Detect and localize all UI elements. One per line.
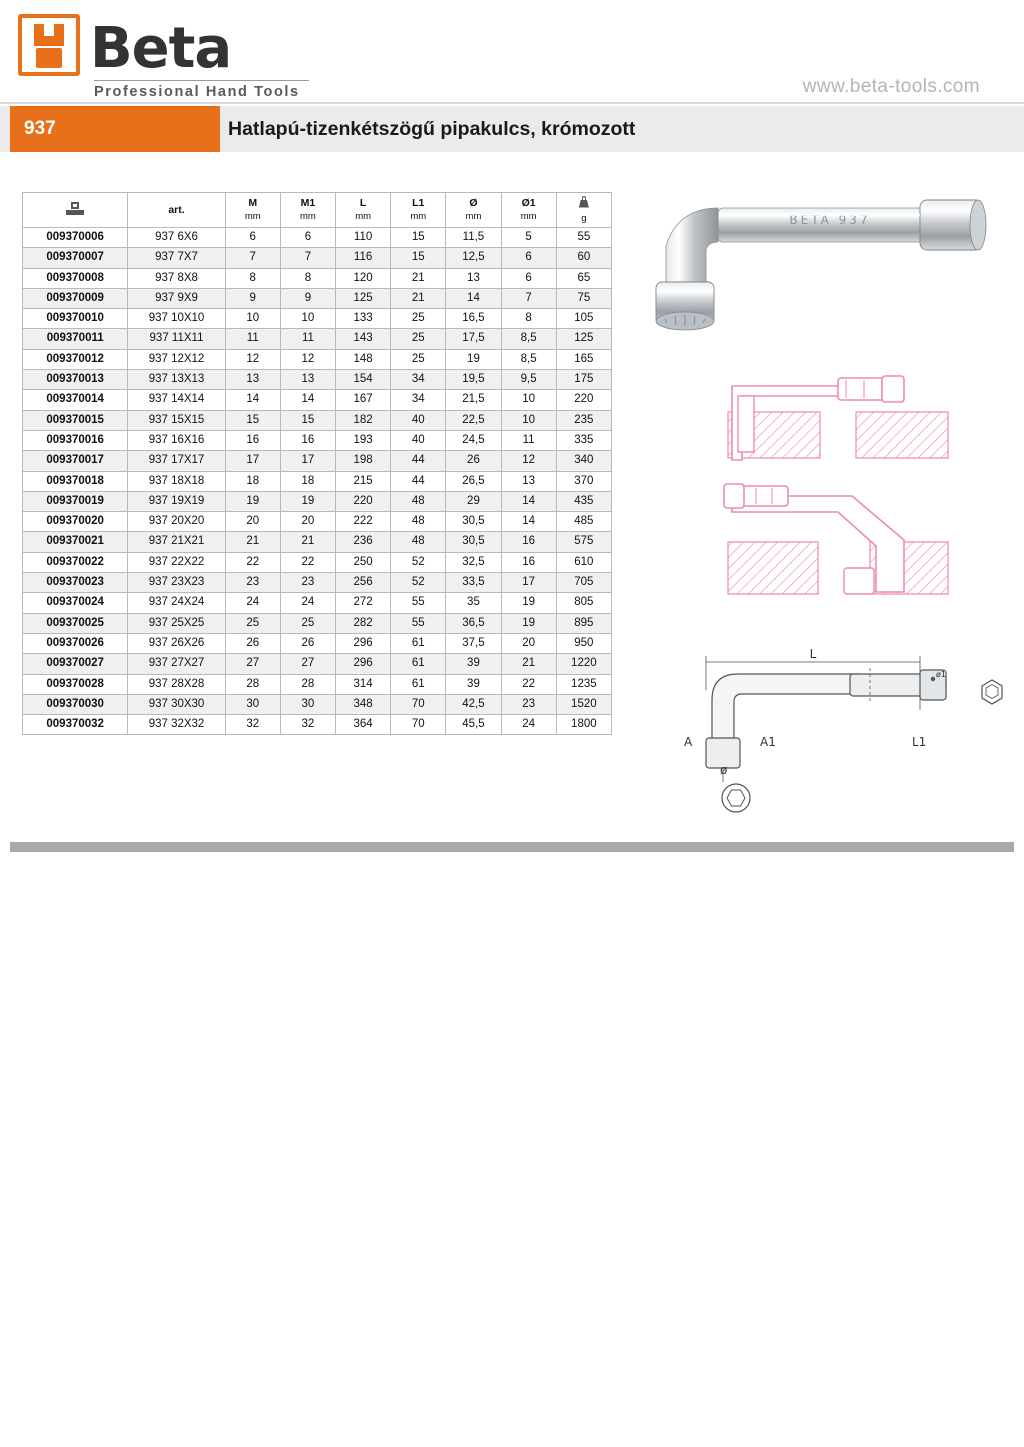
- table-cell: 14: [501, 512, 556, 532]
- table-cell: 25: [225, 613, 280, 633]
- table-cell: 937 6X6: [128, 228, 225, 248]
- table-cell: 60: [556, 248, 611, 268]
- table-cell: 9: [280, 288, 335, 308]
- table-cell: 13: [501, 471, 556, 491]
- dimension-label-A1: A1: [760, 735, 776, 749]
- table-cell: 29: [446, 491, 501, 511]
- table-cell: 009370009: [23, 288, 128, 308]
- table-cell: 575: [556, 532, 611, 552]
- table-cell: 009370016: [23, 430, 128, 450]
- title-band: [0, 106, 1024, 152]
- table-row: [23, 268, 612, 288]
- table-row: [23, 552, 612, 572]
- table-cell: 11,5: [446, 228, 501, 248]
- table-cell: 193: [336, 430, 391, 450]
- table-cell: 10: [280, 309, 335, 329]
- product-icon: [64, 202, 86, 215]
- table-cell: 937 16X16: [128, 430, 225, 450]
- table-cell: 44: [391, 471, 446, 491]
- table-cell: 805: [556, 593, 611, 613]
- table-row: [23, 573, 612, 593]
- table-cell: 236: [336, 532, 391, 552]
- table-cell: 937 26X26: [128, 633, 225, 653]
- table-cell: 13: [225, 370, 280, 390]
- table-cell: 937 27X27: [128, 654, 225, 674]
- table-cell: 1520: [556, 694, 611, 714]
- logo-glyph-top: [34, 24, 64, 46]
- table-cell: 40: [391, 410, 446, 430]
- table-row: [23, 715, 612, 735]
- table-cell: 24: [501, 715, 556, 735]
- table-cell: 009370006: [23, 228, 128, 248]
- table-cell: 235: [556, 410, 611, 430]
- table-cell: 27: [225, 654, 280, 674]
- table-cell: 296: [336, 654, 391, 674]
- brand-tagline: Professional Hand Tools: [94, 80, 309, 100]
- table-cell: 937 9X9: [128, 288, 225, 308]
- table-cell: 25: [391, 349, 446, 369]
- table-cell: 937 13X13: [128, 370, 225, 390]
- table-cell: 16: [501, 552, 556, 572]
- table-cell: 12,5: [446, 248, 501, 268]
- page-header: [0, 0, 1024, 104]
- table-cell: 19: [501, 613, 556, 633]
- table-row: [23, 674, 612, 694]
- table-cell: 16: [280, 430, 335, 450]
- dimension-label-A: A: [684, 735, 693, 749]
- table-cell: 5: [501, 228, 556, 248]
- table-cell: 009370032: [23, 715, 128, 735]
- table-cell: 009370020: [23, 512, 128, 532]
- header-diameter: Ø mm: [446, 193, 501, 228]
- table-row: [23, 593, 612, 613]
- table-cell: 7: [501, 288, 556, 308]
- table-cell: 9,5: [501, 370, 556, 390]
- table-cell: 10: [501, 390, 556, 410]
- table-cell: 282: [336, 613, 391, 633]
- table-cell: 8: [501, 309, 556, 329]
- table-cell: 110: [336, 228, 391, 248]
- table-cell: 937 11X11: [128, 329, 225, 349]
- table-cell: 937 14X14: [128, 390, 225, 410]
- table-cell: 19: [501, 593, 556, 613]
- table-row: [23, 288, 612, 308]
- table-cell: 198: [336, 451, 391, 471]
- table-cell: 937 19X19: [128, 491, 225, 511]
- brand-name: Beta: [90, 16, 232, 81]
- table-cell: 009370010: [23, 309, 128, 329]
- table-cell: 17: [280, 451, 335, 471]
- logo-glyph-bottom: [36, 48, 62, 68]
- table-body: [23, 228, 612, 735]
- table-cell: 7: [280, 248, 335, 268]
- table-cell: 937 25X25: [128, 613, 225, 633]
- table-cell: 11: [501, 430, 556, 450]
- table-cell: 009370022: [23, 552, 128, 572]
- table-cell: 937 17X17: [128, 451, 225, 471]
- table-cell: 16: [501, 532, 556, 552]
- table-cell: 009370014: [23, 390, 128, 410]
- table-cell: 28: [225, 674, 280, 694]
- table-cell: 009370011: [23, 329, 128, 349]
- table-cell: 105: [556, 309, 611, 329]
- table-cell: 335: [556, 430, 611, 450]
- table-cell: 009370027: [23, 654, 128, 674]
- usage-diagram-straight: [724, 484, 948, 594]
- table-cell: 37,5: [446, 633, 501, 653]
- table-cell: 32: [225, 715, 280, 735]
- table-cell: 165: [556, 349, 611, 369]
- table-cell: 20: [225, 512, 280, 532]
- table-row: [23, 430, 612, 450]
- table-cell: 19,5: [446, 370, 501, 390]
- table-cell: 14: [501, 491, 556, 511]
- table-cell: 42,5: [446, 694, 501, 714]
- table-cell: 26: [446, 451, 501, 471]
- table-row: [23, 248, 612, 268]
- table-row: [23, 451, 612, 471]
- table-cell: 6: [501, 248, 556, 268]
- table-cell: 009370026: [23, 633, 128, 653]
- photo-engraving: BETA 937: [789, 213, 871, 227]
- table-cell: 15: [391, 248, 446, 268]
- table-cell: 950: [556, 633, 611, 653]
- table-cell: 120: [336, 268, 391, 288]
- table-cell: 21: [501, 654, 556, 674]
- dimension-label-L: L: [809, 647, 817, 661]
- table-cell: 26,5: [446, 471, 501, 491]
- table-cell: 21: [225, 532, 280, 552]
- table-cell: 1220: [556, 654, 611, 674]
- table-row: [23, 471, 612, 491]
- table-cell: 30: [225, 694, 280, 714]
- table-cell: 13: [280, 370, 335, 390]
- table-cell: 167: [336, 390, 391, 410]
- table-row: [23, 390, 612, 410]
- table-cell: 220: [336, 491, 391, 511]
- table-cell: 52: [391, 552, 446, 572]
- table-cell: 6: [280, 228, 335, 248]
- table-row: [23, 491, 612, 511]
- brand-logo: [18, 14, 318, 100]
- table-cell: 937 12X12: [128, 349, 225, 369]
- header-diameter1: Ø1 mm: [501, 193, 556, 228]
- table-cell: 26: [225, 633, 280, 653]
- spec-table-wrapper: [22, 192, 612, 735]
- table-cell: 55: [391, 613, 446, 633]
- table-cell: 296: [336, 633, 391, 653]
- table-cell: 61: [391, 674, 446, 694]
- table-cell: 22,5: [446, 410, 501, 430]
- table-cell: 9: [225, 288, 280, 308]
- table-cell: 28: [280, 674, 335, 694]
- table-cell: 23: [225, 573, 280, 593]
- table-cell: 8: [225, 268, 280, 288]
- table-cell: 009370007: [23, 248, 128, 268]
- table-cell: 65: [556, 268, 611, 288]
- table-cell: 370: [556, 471, 611, 491]
- table-cell: 937 30X30: [128, 694, 225, 714]
- table-cell: 55: [391, 593, 446, 613]
- table-cell: 44: [391, 451, 446, 471]
- table-cell: 009370015: [23, 410, 128, 430]
- table-cell: 22: [225, 552, 280, 572]
- table-cell: 45,5: [446, 715, 501, 735]
- table-cell: 895: [556, 613, 611, 633]
- table-cell: 937 7X7: [128, 248, 225, 268]
- table-cell: 12: [225, 349, 280, 369]
- table-cell: 27: [280, 654, 335, 674]
- table-cell: 30: [280, 694, 335, 714]
- table-row: [23, 370, 612, 390]
- table-cell: 25: [280, 613, 335, 633]
- table-cell: 21: [391, 288, 446, 308]
- table-row: [23, 512, 612, 532]
- table-cell: 937 23X23: [128, 573, 225, 593]
- table-cell: 6: [225, 228, 280, 248]
- table-cell: 009370012: [23, 349, 128, 369]
- table-row: [23, 532, 612, 552]
- page-title: Hatlapú-tizenkétszögű pipakulcs, krómozott: [228, 117, 636, 140]
- table-cell: 009370030: [23, 694, 128, 714]
- table-cell: 222: [336, 512, 391, 532]
- table-cell: 32,5: [446, 552, 501, 572]
- header-m1: M1 mm: [280, 193, 335, 228]
- table-row: [23, 329, 612, 349]
- table-cell: 272: [336, 593, 391, 613]
- table-cell: 8: [280, 268, 335, 288]
- table-cell: 25: [391, 309, 446, 329]
- table-cell: 125: [556, 329, 611, 349]
- table-cell: 21: [391, 268, 446, 288]
- table-cell: 55: [556, 228, 611, 248]
- dimension-drawing: [684, 647, 1002, 812]
- table-cell: 23: [501, 694, 556, 714]
- table-cell: 364: [336, 715, 391, 735]
- table-cell: 7: [225, 248, 280, 268]
- table-cell: 52: [391, 573, 446, 593]
- usage-diagram-angled: [728, 376, 948, 460]
- illustration-svg: [620, 190, 1010, 830]
- table-cell: 10: [501, 410, 556, 430]
- table-cell: 937 15X15: [128, 410, 225, 430]
- dimension-label-L1: L1: [912, 735, 927, 749]
- table-row: [23, 309, 612, 329]
- table-cell: 220: [556, 390, 611, 410]
- table-cell: 40: [391, 430, 446, 450]
- header-l1: L1 mm: [391, 193, 446, 228]
- table-cell: 348: [336, 694, 391, 714]
- table-cell: 32: [280, 715, 335, 735]
- table-cell: 009370024: [23, 593, 128, 613]
- table-cell: 19: [446, 349, 501, 369]
- table-cell: 8,5: [501, 329, 556, 349]
- table-cell: 22: [280, 552, 335, 572]
- table-cell: 133: [336, 309, 391, 329]
- table-cell: 8,5: [501, 349, 556, 369]
- table-cell: 009370008: [23, 268, 128, 288]
- table-row: [23, 633, 612, 653]
- table-cell: 009370023: [23, 573, 128, 593]
- header-m: M mm: [225, 193, 280, 228]
- illustration-panel: [620, 190, 1010, 830]
- table-cell: 705: [556, 573, 611, 593]
- table-row: [23, 410, 612, 430]
- product-photo: [656, 200, 986, 330]
- table-cell: 25: [391, 329, 446, 349]
- table-cell: 15: [280, 410, 335, 430]
- table-cell: 610: [556, 552, 611, 572]
- table-cell: 70: [391, 694, 446, 714]
- table-cell: 937 18X18: [128, 471, 225, 491]
- table-cell: 39: [446, 674, 501, 694]
- table-cell: 24: [225, 593, 280, 613]
- table-cell: 36,5: [446, 613, 501, 633]
- table-cell: 009370021: [23, 532, 128, 552]
- product-code-badge: 937: [10, 106, 220, 152]
- website-url: www.beta-tools.com: [802, 76, 980, 97]
- table-cell: 20: [501, 633, 556, 653]
- table-cell: 143: [336, 329, 391, 349]
- table-cell: 21: [280, 532, 335, 552]
- table-cell: 22: [501, 674, 556, 694]
- table-cell: 009370013: [23, 370, 128, 390]
- table-cell: 009370028: [23, 674, 128, 694]
- table-cell: 215: [336, 471, 391, 491]
- table-cell: 19: [225, 491, 280, 511]
- header-product-icon: [23, 193, 128, 228]
- table-cell: 14: [280, 390, 335, 410]
- table-cell: 250: [336, 552, 391, 572]
- table-cell: 24: [280, 593, 335, 613]
- table-cell: 30,5: [446, 532, 501, 552]
- table-cell: 15: [391, 228, 446, 248]
- table-cell: 12: [501, 451, 556, 471]
- table-cell: 11: [225, 329, 280, 349]
- table-cell: 937 32X32: [128, 715, 225, 735]
- svg-text:ø1: ø1: [936, 670, 946, 679]
- table-cell: 21,5: [446, 390, 501, 410]
- table-cell: 009370019: [23, 491, 128, 511]
- header-art: art.: [128, 193, 225, 228]
- table-cell: 20: [280, 512, 335, 532]
- table-cell: 12: [280, 349, 335, 369]
- table-cell: 009370018: [23, 471, 128, 491]
- header-weight: g: [556, 193, 611, 228]
- table-cell: 485: [556, 512, 611, 532]
- table-cell: 61: [391, 654, 446, 674]
- beta-logo-icon: [18, 14, 80, 76]
- table-cell: 435: [556, 491, 611, 511]
- table-cell: 70: [391, 715, 446, 735]
- table-cell: 24,5: [446, 430, 501, 450]
- table-row: [23, 654, 612, 674]
- table-cell: 17: [501, 573, 556, 593]
- table-cell: 937 20X20: [128, 512, 225, 532]
- table-cell: 16,5: [446, 309, 501, 329]
- table-header-row: [23, 193, 612, 228]
- table-cell: 314: [336, 674, 391, 694]
- table-row: [23, 349, 612, 369]
- dimension-label-diameter: ø: [720, 763, 728, 777]
- table-cell: 48: [391, 491, 446, 511]
- table-cell: 14: [225, 390, 280, 410]
- table-cell: 17,5: [446, 329, 501, 349]
- table-cell: 937 22X22: [128, 552, 225, 572]
- table-cell: 16: [225, 430, 280, 450]
- table-cell: 18: [225, 471, 280, 491]
- table-cell: 18: [280, 471, 335, 491]
- table-row: [23, 694, 612, 714]
- table-cell: 34: [391, 370, 446, 390]
- table-cell: 26: [280, 633, 335, 653]
- spec-table: [22, 192, 612, 735]
- table-cell: 937 21X21: [128, 532, 225, 552]
- table-cell: 1800: [556, 715, 611, 735]
- table-cell: 009370017: [23, 451, 128, 471]
- table-cell: 34: [391, 390, 446, 410]
- table-cell: 937 24X24: [128, 593, 225, 613]
- table-cell: 10: [225, 309, 280, 329]
- table-cell: 937 10X10: [128, 309, 225, 329]
- table-cell: 48: [391, 532, 446, 552]
- table-cell: 75: [556, 288, 611, 308]
- table-cell: 15: [225, 410, 280, 430]
- table-cell: 116: [336, 248, 391, 268]
- table-cell: 148: [336, 349, 391, 369]
- table-cell: 33,5: [446, 573, 501, 593]
- table-cell: 23: [280, 573, 335, 593]
- table-cell: 340: [556, 451, 611, 471]
- table-cell: 19: [280, 491, 335, 511]
- table-cell: 256: [336, 573, 391, 593]
- table-cell: 14: [446, 288, 501, 308]
- table-row: [23, 228, 612, 248]
- weight-icon: [579, 196, 589, 208]
- table-cell: 48: [391, 512, 446, 532]
- table-cell: 39: [446, 654, 501, 674]
- table-cell: 125: [336, 288, 391, 308]
- table-cell: 13: [446, 268, 501, 288]
- table-cell: 35: [446, 593, 501, 613]
- table-cell: 937 8X8: [128, 268, 225, 288]
- header-l: L mm: [336, 193, 391, 228]
- table-cell: 30,5: [446, 512, 501, 532]
- table-cell: 937 28X28: [128, 674, 225, 694]
- table-cell: 17: [225, 451, 280, 471]
- table-cell: 11: [280, 329, 335, 349]
- table-cell: 6: [501, 268, 556, 288]
- table-cell: 009370025: [23, 613, 128, 633]
- table-cell: 1235: [556, 674, 611, 694]
- table-row: [23, 613, 612, 633]
- table-cell: 154: [336, 370, 391, 390]
- table-cell: 182: [336, 410, 391, 430]
- table-cell: 175: [556, 370, 611, 390]
- table-cell: 61: [391, 633, 446, 653]
- footer-rule: [10, 842, 1014, 852]
